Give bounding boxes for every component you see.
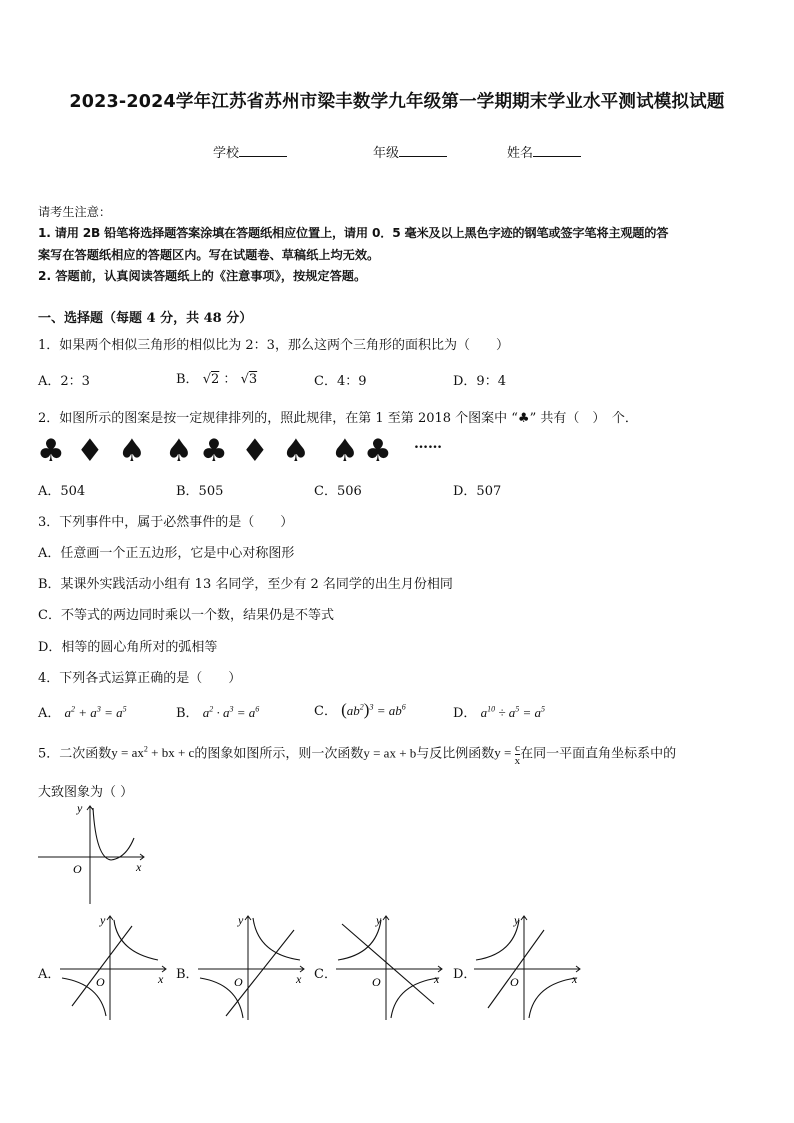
q1-option-b[interactable]	[176, 368, 257, 387]
b-y-label: y	[238, 913, 244, 927]
q3-option-d[interactable]: D．相等的圆心角所对的弧相等	[38, 640, 218, 655]
d-y-label: y	[514, 913, 520, 927]
notice-line2: 2. 答题前，认真阅读答题纸上的《注意事项》，按规定答题。	[38, 269, 367, 283]
b-origin-label: O	[234, 975, 243, 989]
suit-5-club-icon: ♣	[200, 433, 228, 469]
q3-stem: 3．下列事件中，属于必然事件的是（ ）	[38, 515, 294, 530]
notice-line1-cont: 案写在答题纸相应的答题区内。写在试题卷、草稿纸上均无效。	[38, 248, 380, 262]
notice-heading: 请考生注意：	[38, 205, 112, 219]
y-label: y	[77, 801, 83, 815]
q1-b-colon: ：	[223, 372, 237, 387]
q2-option-d[interactable]: D．507	[453, 484, 502, 499]
suit-7-spade-icon: ♠	[282, 433, 310, 469]
suit-3-spade-icon: ♠	[118, 433, 146, 469]
q4-c-label: C．	[314, 704, 337, 719]
suits-ellipsis: ……	[414, 436, 442, 452]
parabola-curve	[93, 808, 134, 860]
q4-option-a[interactable]	[38, 702, 127, 721]
q1-option-c[interactable]: C．4：9	[314, 374, 367, 389]
q5-stem-line2: 大致图象为（ ）	[38, 785, 134, 800]
section-heading: 一、选择题（每题 4 分，共 48 分）	[38, 311, 253, 326]
q4-option-c[interactable]	[314, 700, 406, 720]
q5-option-d[interactable]: D．	[453, 967, 477, 982]
q5-stem-b: 的图象如图所示，则一次函数	[194, 746, 364, 762]
d-origin-label: O	[510, 975, 519, 989]
q5-parabola-graph	[36, 800, 156, 908]
grade-blank[interactable]	[399, 144, 447, 157]
notice-line1: 1. 请用 2B 铅笔将选择题答案涂填在答题纸相应位置上，请用 0．5 毫米及以上黑色字迹的钢笔或签字笔将主观题的答	[38, 226, 669, 240]
a-y-label: y	[100, 913, 106, 927]
q5-stem	[38, 742, 676, 767]
c-x-label: x	[434, 972, 440, 986]
q4-b-formula: $a^2 \cdot a^3 = a^6$	[202, 704, 260, 720]
q2-option-a[interactable]: A．504	[38, 484, 86, 499]
q4-a-label: A．	[38, 706, 61, 721]
q2-option-b[interactable]: B．505	[176, 484, 224, 499]
q5-option-d-graph[interactable]	[472, 912, 586, 1024]
q3-option-c[interactable]: C．不等式的两边同时乘以一个数，结果仍是不等式	[38, 608, 334, 623]
suit-4-spade-icon: ♠	[165, 433, 193, 469]
q5-quadratic: $y = ax^2$ + bx + c	[111, 745, 195, 761]
sqrt-3-radicand: 3	[248, 372, 258, 387]
page-title: 2023-2024学年江苏省苏州市梁丰数学九年级第一学期期末学业水平测试模拟试题	[69, 92, 725, 112]
name-label: 姓名	[507, 146, 534, 161]
q1-stem: 1．如果两个相似三角形的相似比为 2：3，那么这两个三角形的面积比为（ ）	[38, 338, 509, 353]
grade-label: 年级	[373, 146, 400, 161]
suit-6-diamond-icon: ♦	[241, 433, 269, 469]
a-x-label: x	[158, 972, 164, 986]
q5-option-a[interactable]: A．	[38, 967, 61, 982]
suit-2-diamond-icon: ♦	[76, 433, 104, 469]
grade-field[interactable]	[373, 142, 447, 161]
q1-option-d[interactable]: D．9：4	[453, 374, 506, 389]
school-field[interactable]	[213, 142, 287, 161]
c-y-label: y	[376, 913, 382, 927]
c-origin-label: O	[372, 975, 381, 989]
q5-stem-a: 5．二次函数	[38, 746, 112, 762]
q5-inverse: y = $\frac{c}{x}$	[494, 742, 521, 767]
q1-b-label: B．	[176, 372, 199, 387]
q4-option-d[interactable]	[453, 702, 545, 721]
suit-9-club-icon: ♣	[364, 433, 392, 469]
q2-stem: 2．如图所示的图案是按一定规律排列的，照此规律，在第 1 至第 2018 个图案中 “♣” 共有（ ） 个．	[38, 411, 638, 426]
q4-stem: 4．下列各式运算正确的是（ ）	[38, 671, 242, 686]
suit-8-spade-icon: ♠	[331, 433, 359, 469]
q4-c-formula: $(ab^2)^3 = ab^6$	[341, 700, 406, 719]
q4-d-formula: $a^{10} \div a^5 = a^5$	[480, 704, 545, 720]
q5-linear: y = ax + b	[363, 745, 417, 761]
school-label: 学校	[213, 146, 240, 161]
b-x-label: x	[296, 972, 302, 986]
q4-b-label: B．	[176, 706, 199, 721]
q5-option-c[interactable]: C．	[314, 967, 337, 982]
q3-option-a[interactable]: A．任意画一个正五边形，它是中心对称图形	[38, 546, 295, 561]
q5-option-b[interactable]: B．	[176, 967, 199, 982]
q5-stem-d: 在同一平面直角坐标系中的	[520, 746, 677, 762]
school-blank[interactable]	[239, 144, 287, 157]
x-label: x	[136, 860, 142, 874]
q5-option-a-graph[interactable]	[58, 912, 172, 1024]
sqrt-3: √3	[240, 372, 258, 387]
q4-option-b[interactable]	[176, 702, 259, 721]
q5-stem-c: 与反比例函数	[416, 746, 495, 762]
q4-d-label: D．	[453, 706, 477, 721]
name-blank[interactable]	[533, 144, 581, 157]
q2-option-c[interactable]: C．506	[314, 484, 362, 499]
suit-1-club-icon: ♣	[37, 433, 65, 469]
sqrt-2: √2	[202, 372, 220, 387]
q1-option-a[interactable]: A．2：3	[38, 374, 90, 389]
q4-a-formula: $a^2 + a^3 = a^5$	[64, 704, 127, 720]
sqrt-2-radicand: 2	[211, 372, 220, 387]
q3-option-b[interactable]: B．某课外实践活动小组有 13 名同学，至少有 2 名同学的出生月份相同	[38, 577, 453, 592]
name-field[interactable]	[507, 142, 581, 161]
q5-option-b-graph[interactable]	[196, 912, 310, 1024]
a-origin-label: O	[96, 975, 105, 989]
origin-label: O	[73, 862, 82, 876]
q5-option-c-graph[interactable]	[334, 912, 448, 1024]
d-x-label: x	[572, 972, 578, 986]
